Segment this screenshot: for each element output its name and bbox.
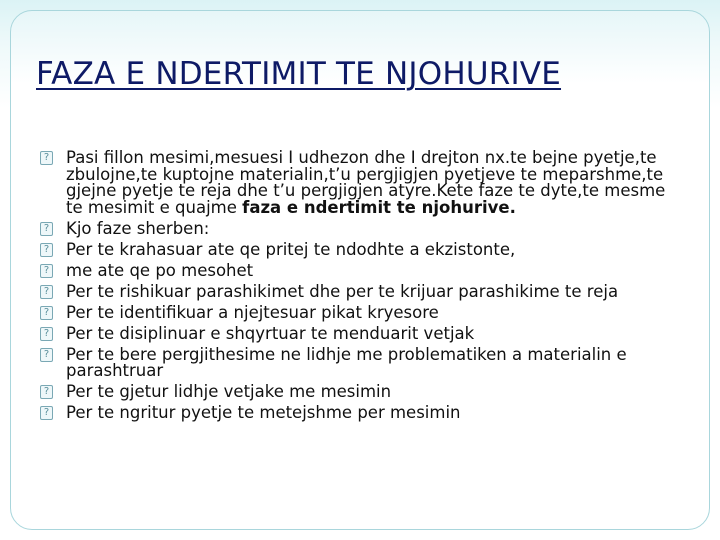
- list-item-text: Per te rishikuar parashikimet dhe per te krijuar parashikime te reja: [66, 281, 619, 301]
- list-item: [40, 218, 680, 238]
- list-item-emphasis: faza e ndertimit te njohurive.: [242, 197, 516, 217]
- list-item-text: Per te disiplinuar e shqyrtuar te menduarit vetjak: [66, 323, 475, 343]
- bullet-icon: ?: [40, 327, 53, 341]
- list-item: [40, 281, 680, 301]
- bullet-icon: ?: [40, 264, 53, 278]
- bullet-icon: ?: [40, 285, 53, 299]
- bullet-icon: ?: [40, 151, 53, 165]
- list-item-text: Kjo faze sherben:: [66, 218, 210, 238]
- list-item-text: Per te krahasuar ate qe pritej te ndodhte a ekzistonte,: [66, 239, 516, 259]
- slide-title: FAZA E NDERTIMIT TE NJOHURIVE: [36, 56, 562, 92]
- bullet-icon: ?: [40, 406, 53, 420]
- list-item: [40, 323, 680, 343]
- list-item-text: Per te ngritur pyetje te metejshme per mesimin: [66, 403, 461, 422]
- bullet-list: [40, 150, 680, 426]
- list-item-text: Per te identifikuar a njejtesuar pikat kryesore: [66, 302, 439, 322]
- bullet-icon: ?: [40, 306, 53, 320]
- list-item: [40, 405, 680, 422]
- bullet-icon: ?: [40, 222, 53, 236]
- list-item: [40, 150, 680, 216]
- list-item: [40, 260, 680, 280]
- list-item: [40, 384, 680, 401]
- list-item-text: Per te gjetur lidhje vetjake me mesimin: [66, 382, 392, 401]
- bullet-icon: ?: [40, 348, 53, 362]
- list-item: [40, 302, 680, 322]
- bullet-icon: ?: [40, 243, 53, 257]
- list-item: [40, 344, 680, 380]
- list-item-text: me ate qe po mesohet: [66, 260, 254, 280]
- bullet-icon: ?: [40, 385, 53, 399]
- list-item-text: Pasi fillon mesimi,mesuesi I udhezon dhe I drejton nx.te bejne pyetje,te zbulojne,te kuptojne materialin,t’u pergjigjen pyetjeve te meparshme,te gjejne pyetje te reja dhe t’u pergjigjen atyre.Kete faze te dyte,te mesme te mesimit e quajme: [66, 148, 666, 217]
- list-item-text: Per te bere pergjithesime ne lidhje me problematiken a materialin e parashtruar: [66, 344, 627, 380]
- list-item: [40, 239, 680, 259]
